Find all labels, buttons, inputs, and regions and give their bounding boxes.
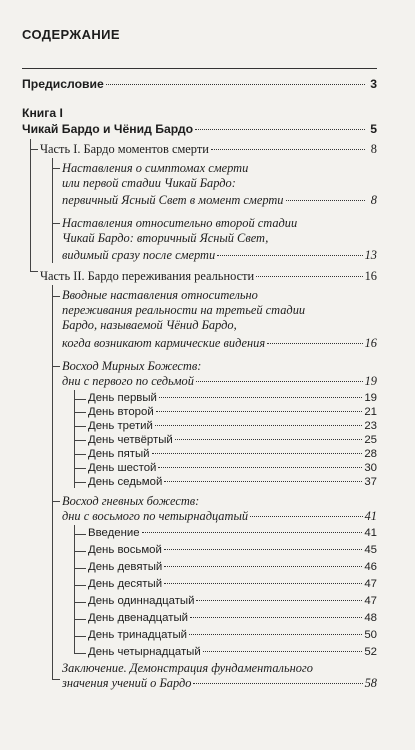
toc-entry-day[interactable]: День четвёртый 25: [88, 434, 377, 446]
toc-entry-secondary-light[interactable]: видимый сразу после смерти 13: [62, 248, 377, 262]
toc-entry-preface[interactable]: Предисловие 3: [22, 77, 377, 91]
toc-entry-primary-light[interactable]: первичный Ясный Свет в момент смерти 8: [62, 193, 377, 207]
toc-entry-bardo-meaning[interactable]: значения учений о Бардо 58: [62, 676, 377, 690]
toc-entry-wrathful-deities[interactable]: Восход гневных божеств:: [62, 494, 200, 508]
page-title: СОДЕРЖАНИЕ: [22, 27, 120, 42]
toc-entry-day[interactable]: День второй 21: [88, 406, 377, 418]
toc-entry-conclusion[interactable]: Заключение. Демонстрация фундаментального: [62, 661, 313, 675]
toc-entry-day[interactable]: Введение 41: [88, 527, 377, 539]
toc-entry-death-symptoms[interactable]: Наставления о симптомах смерти или первой стадии Чикай Бардо:: [62, 161, 249, 190]
toc-entry-day[interactable]: День девятый 46: [88, 561, 377, 573]
book-label: Книга I: [22, 106, 63, 120]
toc-entry-part-1[interactable]: Часть I. Бардо моментов смерти 8: [40, 142, 377, 156]
toc-entry-day[interactable]: День шестой 30: [88, 462, 377, 474]
toc-entry-second-stage[interactable]: Наставления относительно второй стадии Чикай Бардо: вторичный Ясный Свет,: [62, 216, 298, 245]
toc-entry-peaceful-deities[interactable]: Восход Мирных Божеств:: [62, 359, 202, 373]
toc-entry-book-1[interactable]: Чикай Бардо и Чёнид Бардо 5: [22, 122, 377, 136]
toc-entry-peaceful-days[interactable]: дни с первого по седьмой 19: [62, 374, 377, 388]
toc-entry-day[interactable]: День седьмой 37: [88, 476, 377, 488]
toc-entry-wrathful-days[interactable]: дни с восьмого по четырнадцатый 41: [62, 509, 377, 523]
toc-entry-day[interactable]: День двенадцатый 48: [88, 612, 377, 624]
toc-entry-intro-instructions[interactable]: Вводные наставления относительно переживания реальности на третьей стадии Бардо, называемой Чёнид Бардо,: [62, 288, 306, 332]
bracket-line: [30, 139, 31, 271]
toc-entry-day[interactable]: День четырнадцатый 52: [88, 646, 377, 658]
top-rule: [22, 68, 377, 69]
toc-entry-karmic-visions[interactable]: когда возникают кармические видения 16: [62, 336, 377, 350]
toc-entry-day[interactable]: День пятый 28: [88, 448, 377, 460]
toc-entry-part-2[interactable]: Часть II. Бардо переживания реальности 16: [40, 269, 377, 283]
toc-entry-day[interactable]: День первый 19: [88, 392, 377, 404]
toc-entry-day[interactable]: День одиннадцатый 47: [88, 595, 377, 607]
toc-entry-day[interactable]: День третий 23: [88, 420, 377, 432]
toc-entry-day[interactable]: День тринадцатый 50: [88, 629, 377, 641]
toc-entry-day[interactable]: День десятый 47: [88, 578, 377, 590]
toc-entry-day[interactable]: День восьмой 45: [88, 544, 377, 556]
